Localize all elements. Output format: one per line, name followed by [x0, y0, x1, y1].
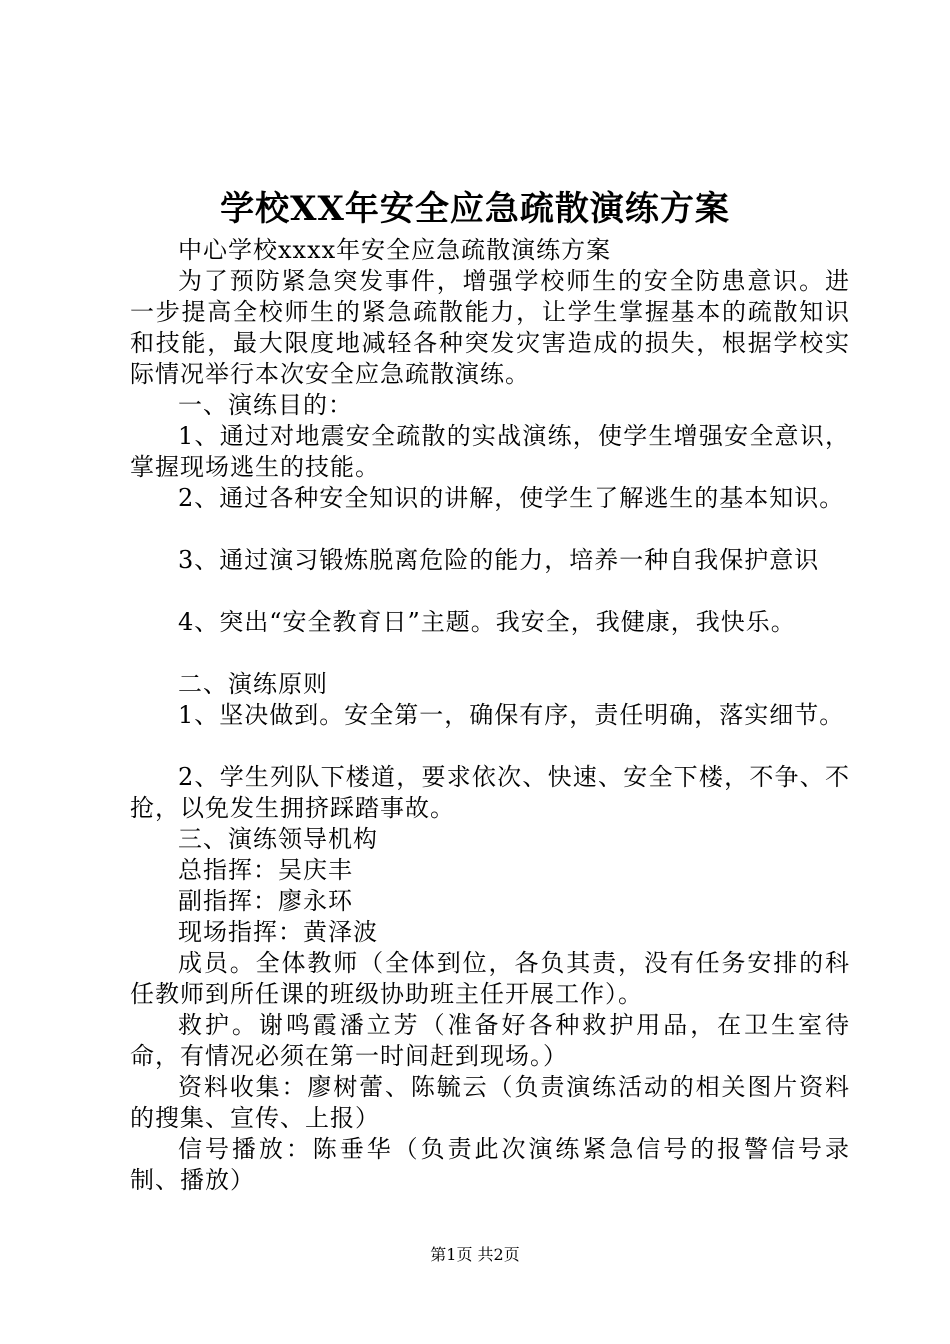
leader-deputy: 副指挥：廖永环	[178, 887, 353, 915]
materials-paragraph: 资料收集：廖树蕾、陈毓云（负责演练活动的相关图片资料的搜集、宣传、上报）	[130, 1073, 850, 1132]
rescue-paragraph: 救护。谢鸣霞潘立芳（准备好各种救护用品，在卫生室待命，有情况必须在第一时间赶到现场。）	[130, 1011, 850, 1070]
paragraph-subtitle: 中心学校xxxx年安全应急疏散演练方案	[178, 236, 612, 264]
section-heading-leadership: 三、演练领导机构	[178, 825, 378, 853]
document-body	[130, 235, 850, 1196]
leader-commander: 总指挥：吴庆丰	[178, 856, 353, 884]
paragraph-intro: 为了预防紧急突发事件，增强学校师生的安全防患意识。进一步提高全校师生的紧急疏散能力，让学生掌握基本的疏散知识和技能，最大限度地减轻各种突发灾害造成的损失，根据学校实际情况举行本次安全应急疏散演练。	[130, 267, 850, 388]
purpose-item-1: 1、通过对地震安全疏散的实战演练，使学生增强安全意识，掌握现场逃生的技能。	[130, 422, 850, 481]
leader-onsite: 现场指挥：黄泽波	[178, 918, 378, 946]
page-footer: 第1页 共2页	[430, 1245, 520, 1264]
section-heading-principles: 二、演练原则	[178, 670, 328, 698]
members-paragraph: 成员。全体教师（全体到位，各负其责，没有任务安排的科任教师到所任课的班级协助班主任开展工作）。	[130, 949, 850, 1008]
purpose-item-3: 3、通过演习锻炼脱离危险的能力，培养一种自我保护意识	[178, 546, 820, 574]
principle-item-1: 1、坚决做到。安全第一，确保有序，责任明确，落实细节。	[178, 701, 845, 729]
principle-item-2: 2、学生列队下楼道，要求依次、快速、安全下楼，不争、不抢，以免发生拥挤踩踏事故。	[130, 763, 850, 822]
purpose-item-4: 4、突出“安全教育日”主题。我安全，我健康，我快乐。	[178, 608, 796, 636]
section-heading-purpose: 一、演练目的：	[178, 391, 353, 419]
purpose-item-2: 2、通过各种安全知识的讲解，使学生了解逃生的基本知识。	[178, 484, 845, 512]
signal-paragraph: 信号播放：陈垂华（负责此次演练紧急信号的报警信号录制、播放）	[130, 1135, 850, 1194]
document-title: 学校XX年安全应急疏散演练方案	[220, 189, 730, 229]
